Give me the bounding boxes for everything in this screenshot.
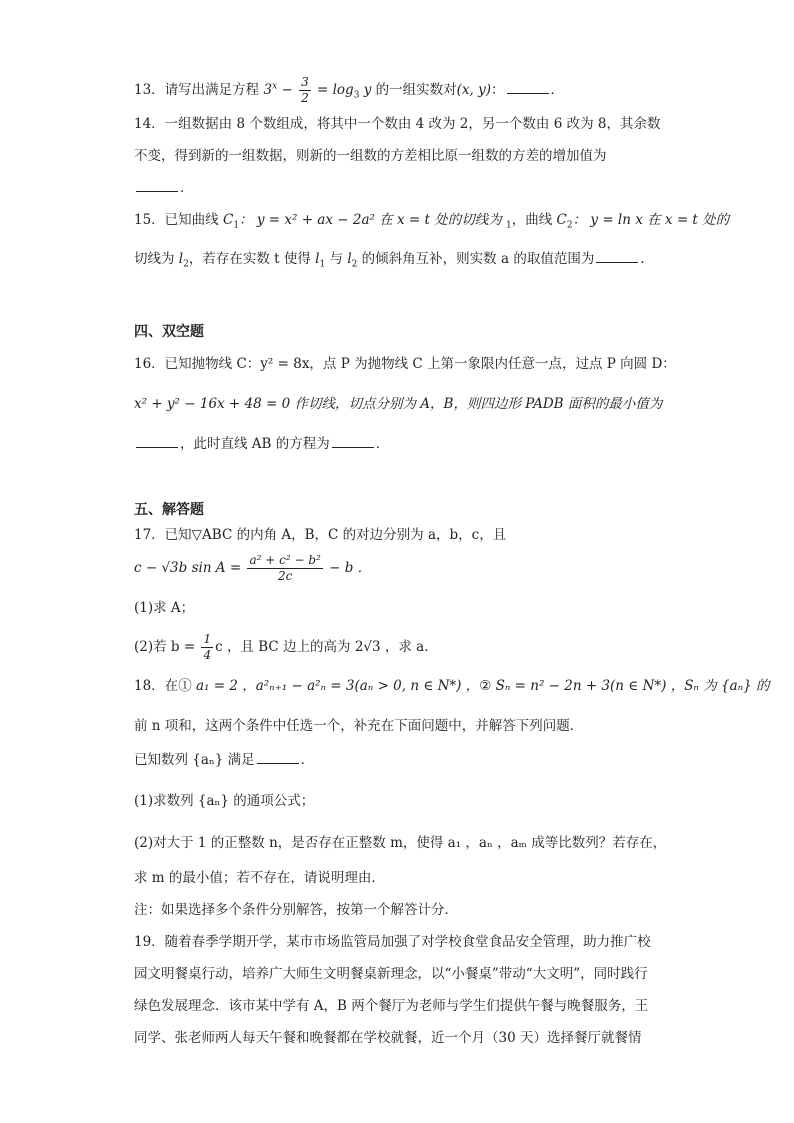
- answer-blank[interactable]: [596, 250, 638, 263]
- answer-blank[interactable]: [136, 179, 178, 192]
- answer-blank[interactable]: [136, 435, 178, 448]
- question-14-line-3: ．: [134, 179, 194, 197]
- question-18-part-1: (1)求数列 {aₙ} 的通项公式；: [134, 793, 315, 809]
- fraction-3-2: $\frac{3}{2}$: [301, 75, 309, 105]
- question-17-part-2: (2)若 b = $\frac{1}{4}$ c ，且 BC 边上的高为 2√3 ，求 a．: [134, 632, 438, 662]
- answer-blank[interactable]: [257, 751, 299, 764]
- question-17-part-1: (1)求 A；: [134, 600, 195, 616]
- answer-blank[interactable]: [507, 81, 549, 94]
- question-17-line-2: c − √3b sin A = $\frac{\text{a² + c² − b²}}{2c}$ − b ．: [134, 553, 372, 583]
- question-18-part-2: (2)对大于 1 的正整数 n，是否存在正整数 m，使得 a₁ ，aₙ ，aₘ 成等比数列？若存在，: [134, 835, 667, 851]
- fraction-law-of-cosines: $\frac{\text{a² + c² − b²}}{2c}$: [249, 553, 321, 583]
- question-14-line-2: 不变，得到新的一组数据，则新的一组数的方差相比原一组数的方差的增加值为: [134, 148, 607, 164]
- question-18-line-1: 18．在① a₁ = 2 ，a²ₙ₊₁ − a²ₙ = 3(aₙ > 0, n ∈ N*) ，② Sₙ = n² − 2n + 3(n ∈ N*) ，Sₙ 为 {aₙ} 的: [134, 678, 770, 694]
- question-15-line-1: 15．已知曲线 $C_1$： y = x² + ax − 2a² 在 x = t 处的切线为 $_1$，曲线 $C_2$： y = ln x 在 x = t 处的: [134, 212, 730, 231]
- question-14-line-1: 14．一组数据由 8 个数组成，将其中一个数由 4 改为 2，另一个数由 6 改为 8，其余数: [134, 116, 661, 132]
- question-13: 13．请写出满足方程 $3^x$ − $\frac{3}{2}$ = $\log_3 y$ 的一组实数对(x, y)： ．: [134, 75, 564, 105]
- question-19-line-4: 同学、张老师两人每天午餐和晚餐都在学校就餐，近一个月（30 天）选择餐厅就餐情: [134, 1030, 642, 1046]
- question-18-line-3: 已知数列 {aₙ} 满足 ．: [134, 752, 315, 768]
- question-18-note: 注：如果选择多个条件分别解答，按第一个解答计分．: [134, 902, 458, 918]
- question-19-line-2: 园文明餐桌行动，培养广大师生文明餐桌新理念，以“小餐桌”带动“大文明”，同时践行: [134, 966, 648, 982]
- question-16-line-1: 16．已知抛物线 C：y² = 8x，点 P 为抛物线 C 上第一象限内任意一点，过点 P 向圆 D：: [134, 356, 676, 372]
- question-18-part-2-cont: 求 m 的最小值；若不存在，请说明理由．: [134, 870, 385, 886]
- question-17-line-1: 17．已知▽ABC 的内角 A，B，C 的对边分别为 a，b，c，且: [134, 527, 507, 543]
- answer-blank[interactable]: [332, 435, 374, 448]
- question-19-line-3: 绿色发展理念．该市某中学有 A，B 两个餐厅为老师与学生们提供午餐与晚餐服务，王: [134, 998, 649, 1014]
- fraction-1-4: $\frac{1}{4}$: [203, 632, 212, 662]
- question-18-line-2: 前 n 项和，这两个条件中任选一个，补充在下面问题中，并解答下列问题．: [134, 718, 584, 734]
- question-16-line-2: x² + y² − 16x + 48 = 0 作切线，切点分别为 A，B，则四边形 PADB 面积的最小值为: [134, 396, 663, 412]
- section-heading-4: 四、双空题: [134, 324, 204, 340]
- question-19-line-1: 19．随着春季学期开学，某市市场监管局加强了对学校食堂食品安全管理，助力推广校: [134, 934, 651, 950]
- section-heading-5: 五、解答题: [134, 502, 204, 518]
- question-16-line-3: ，此时直线 AB 的方程为 ．: [134, 435, 389, 453]
- question-15-line-2: 切线为 $l_2$，若存在实数 t 使得 $l_1$ 与 $l_2$ 的倾斜角互补，则实数 a 的取值范围为 ．: [134, 251, 654, 270]
